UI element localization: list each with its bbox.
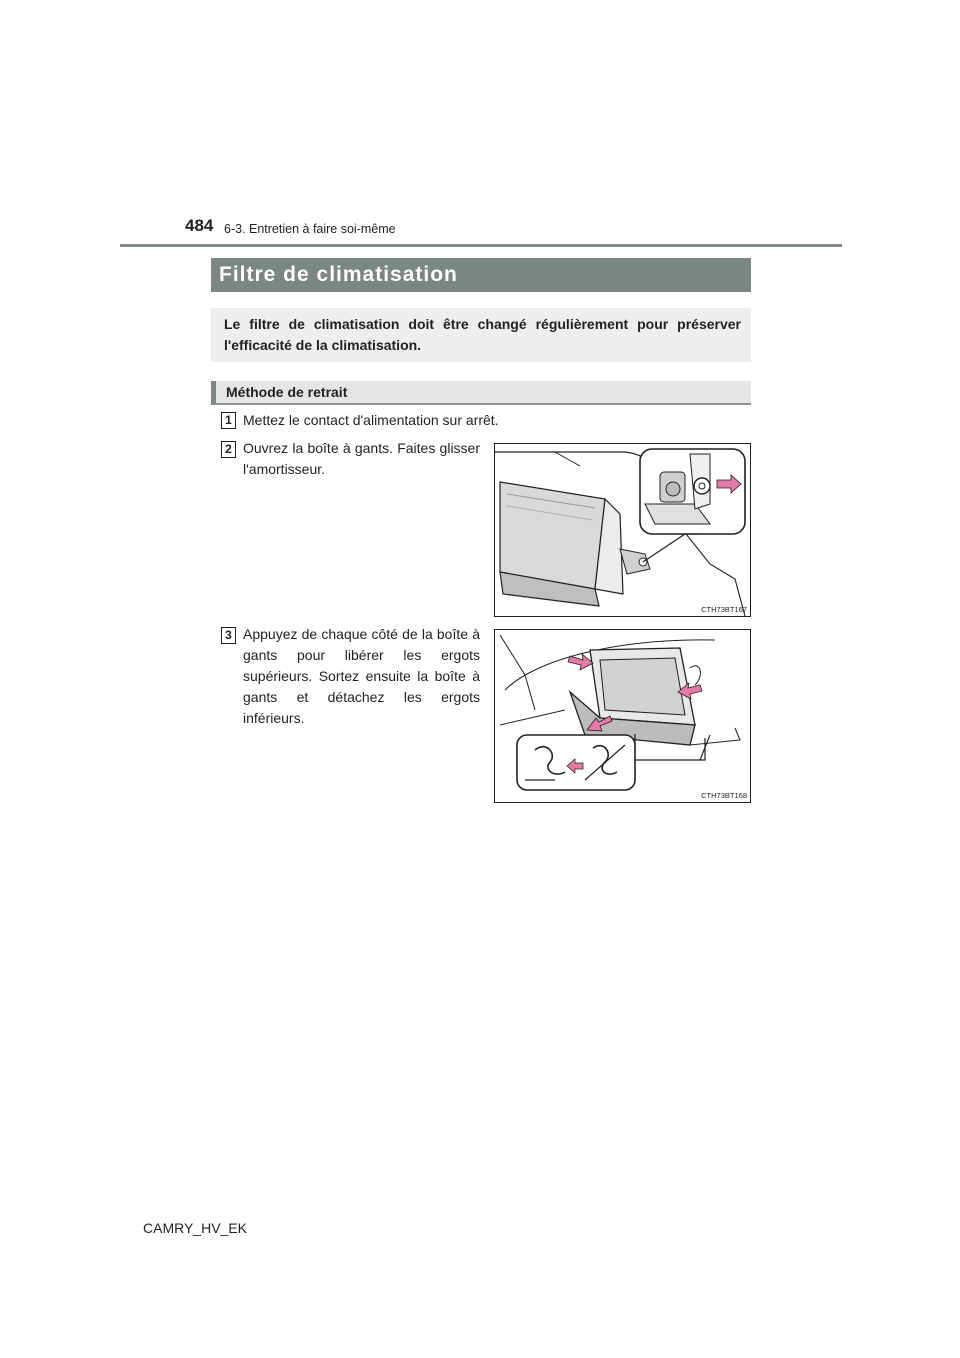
step-number-3: 3 [221, 627, 236, 644]
page-title: Filtre de climatisation [211, 258, 751, 292]
step-number-1: 1 [221, 412, 236, 429]
step-text-1: Mettez le contact d'alimentation sur arrêt. [243, 412, 499, 428]
figure-glovebox-damper [494, 443, 751, 617]
intro-box: Le filtre de climatisation doit être changé régulièrement pour préserver l'efficacité de la climatisation. [211, 308, 751, 362]
document-code: CAMRY_HV_EK [143, 1220, 248, 1236]
glovebox-damper-illustration [495, 444, 750, 616]
figure-glovebox-removal [494, 629, 751, 803]
step-text-3: Appuyez de chaque côté de la boîte à gants pour libérer les ergots supérieurs. Sortez ensuite la boîte à gants et détachez les ergots inférieurs. [243, 626, 480, 726]
page-number: 484 [185, 216, 214, 235]
figure-code-2: CTH73BT168 [701, 791, 747, 800]
figure-code-1: CTH73BT167 [701, 605, 747, 614]
step-text-2: Ouvrez la boîte à gants. Faites glisser l'amortisseur. [243, 440, 480, 477]
subheading-removal-method: Méthode de retrait [211, 381, 751, 405]
header-rule [120, 244, 842, 247]
press-left-arrow-icon [568, 654, 593, 670]
step-number-2: 2 [221, 441, 236, 458]
section-path: 6-3. Entretien à faire soi-même [224, 222, 396, 236]
glovebox-removal-illustration [495, 630, 750, 802]
